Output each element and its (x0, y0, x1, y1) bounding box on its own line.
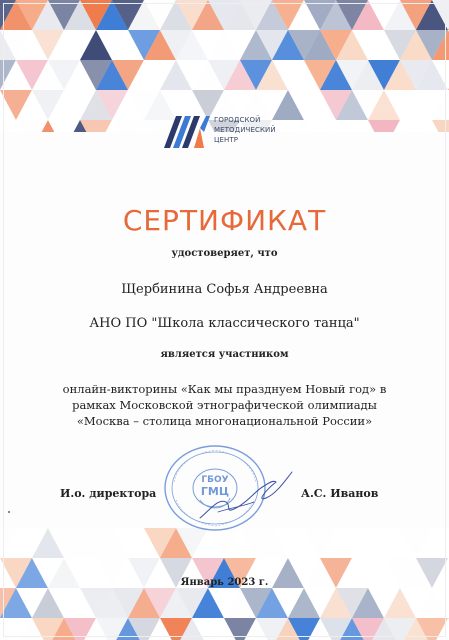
participation-status: является участником (160, 349, 289, 360)
certifies-text: удостоверяет, что (171, 248, 278, 259)
logo-text (214, 115, 276, 145)
logo-line-2: МЕТОДИЧЕСКИЙ (214, 126, 276, 134)
description-line-3: «Москва – столица многонациональной России» (76, 414, 373, 428)
certificate-title: СЕРТИФИКАТ (122, 204, 327, 237)
recipient-name: Щербинина Софья Андреевна (121, 282, 328, 297)
signer-name: А.С. Иванов (301, 487, 379, 500)
stray-mark (8, 511, 10, 513)
svg-text:ГМЦ: ГМЦ (200, 485, 230, 498)
description-line-1: онлайн-викторины «Как мы празднуем Новый год» в (62, 382, 387, 396)
logo-line-1: ГОРОДСКОЙ (214, 116, 261, 124)
organization-logo (164, 112, 294, 152)
handwritten-signature (196, 468, 296, 526)
signer-title: И.о. директора (60, 487, 157, 500)
logo-line-3: ЦЕНТР (214, 136, 239, 144)
issue-date: Январь 2023 г. (180, 577, 269, 588)
description-line-2: рамках Московской этнографической олимпиады (72, 398, 377, 412)
event-description (0, 381, 449, 429)
svg-text:ГБОУ: ГБОУ (201, 475, 229, 485)
recipient-organization: АНО ПО "Школа классического танца" (89, 316, 360, 331)
gmc-logo-icon (164, 112, 210, 148)
